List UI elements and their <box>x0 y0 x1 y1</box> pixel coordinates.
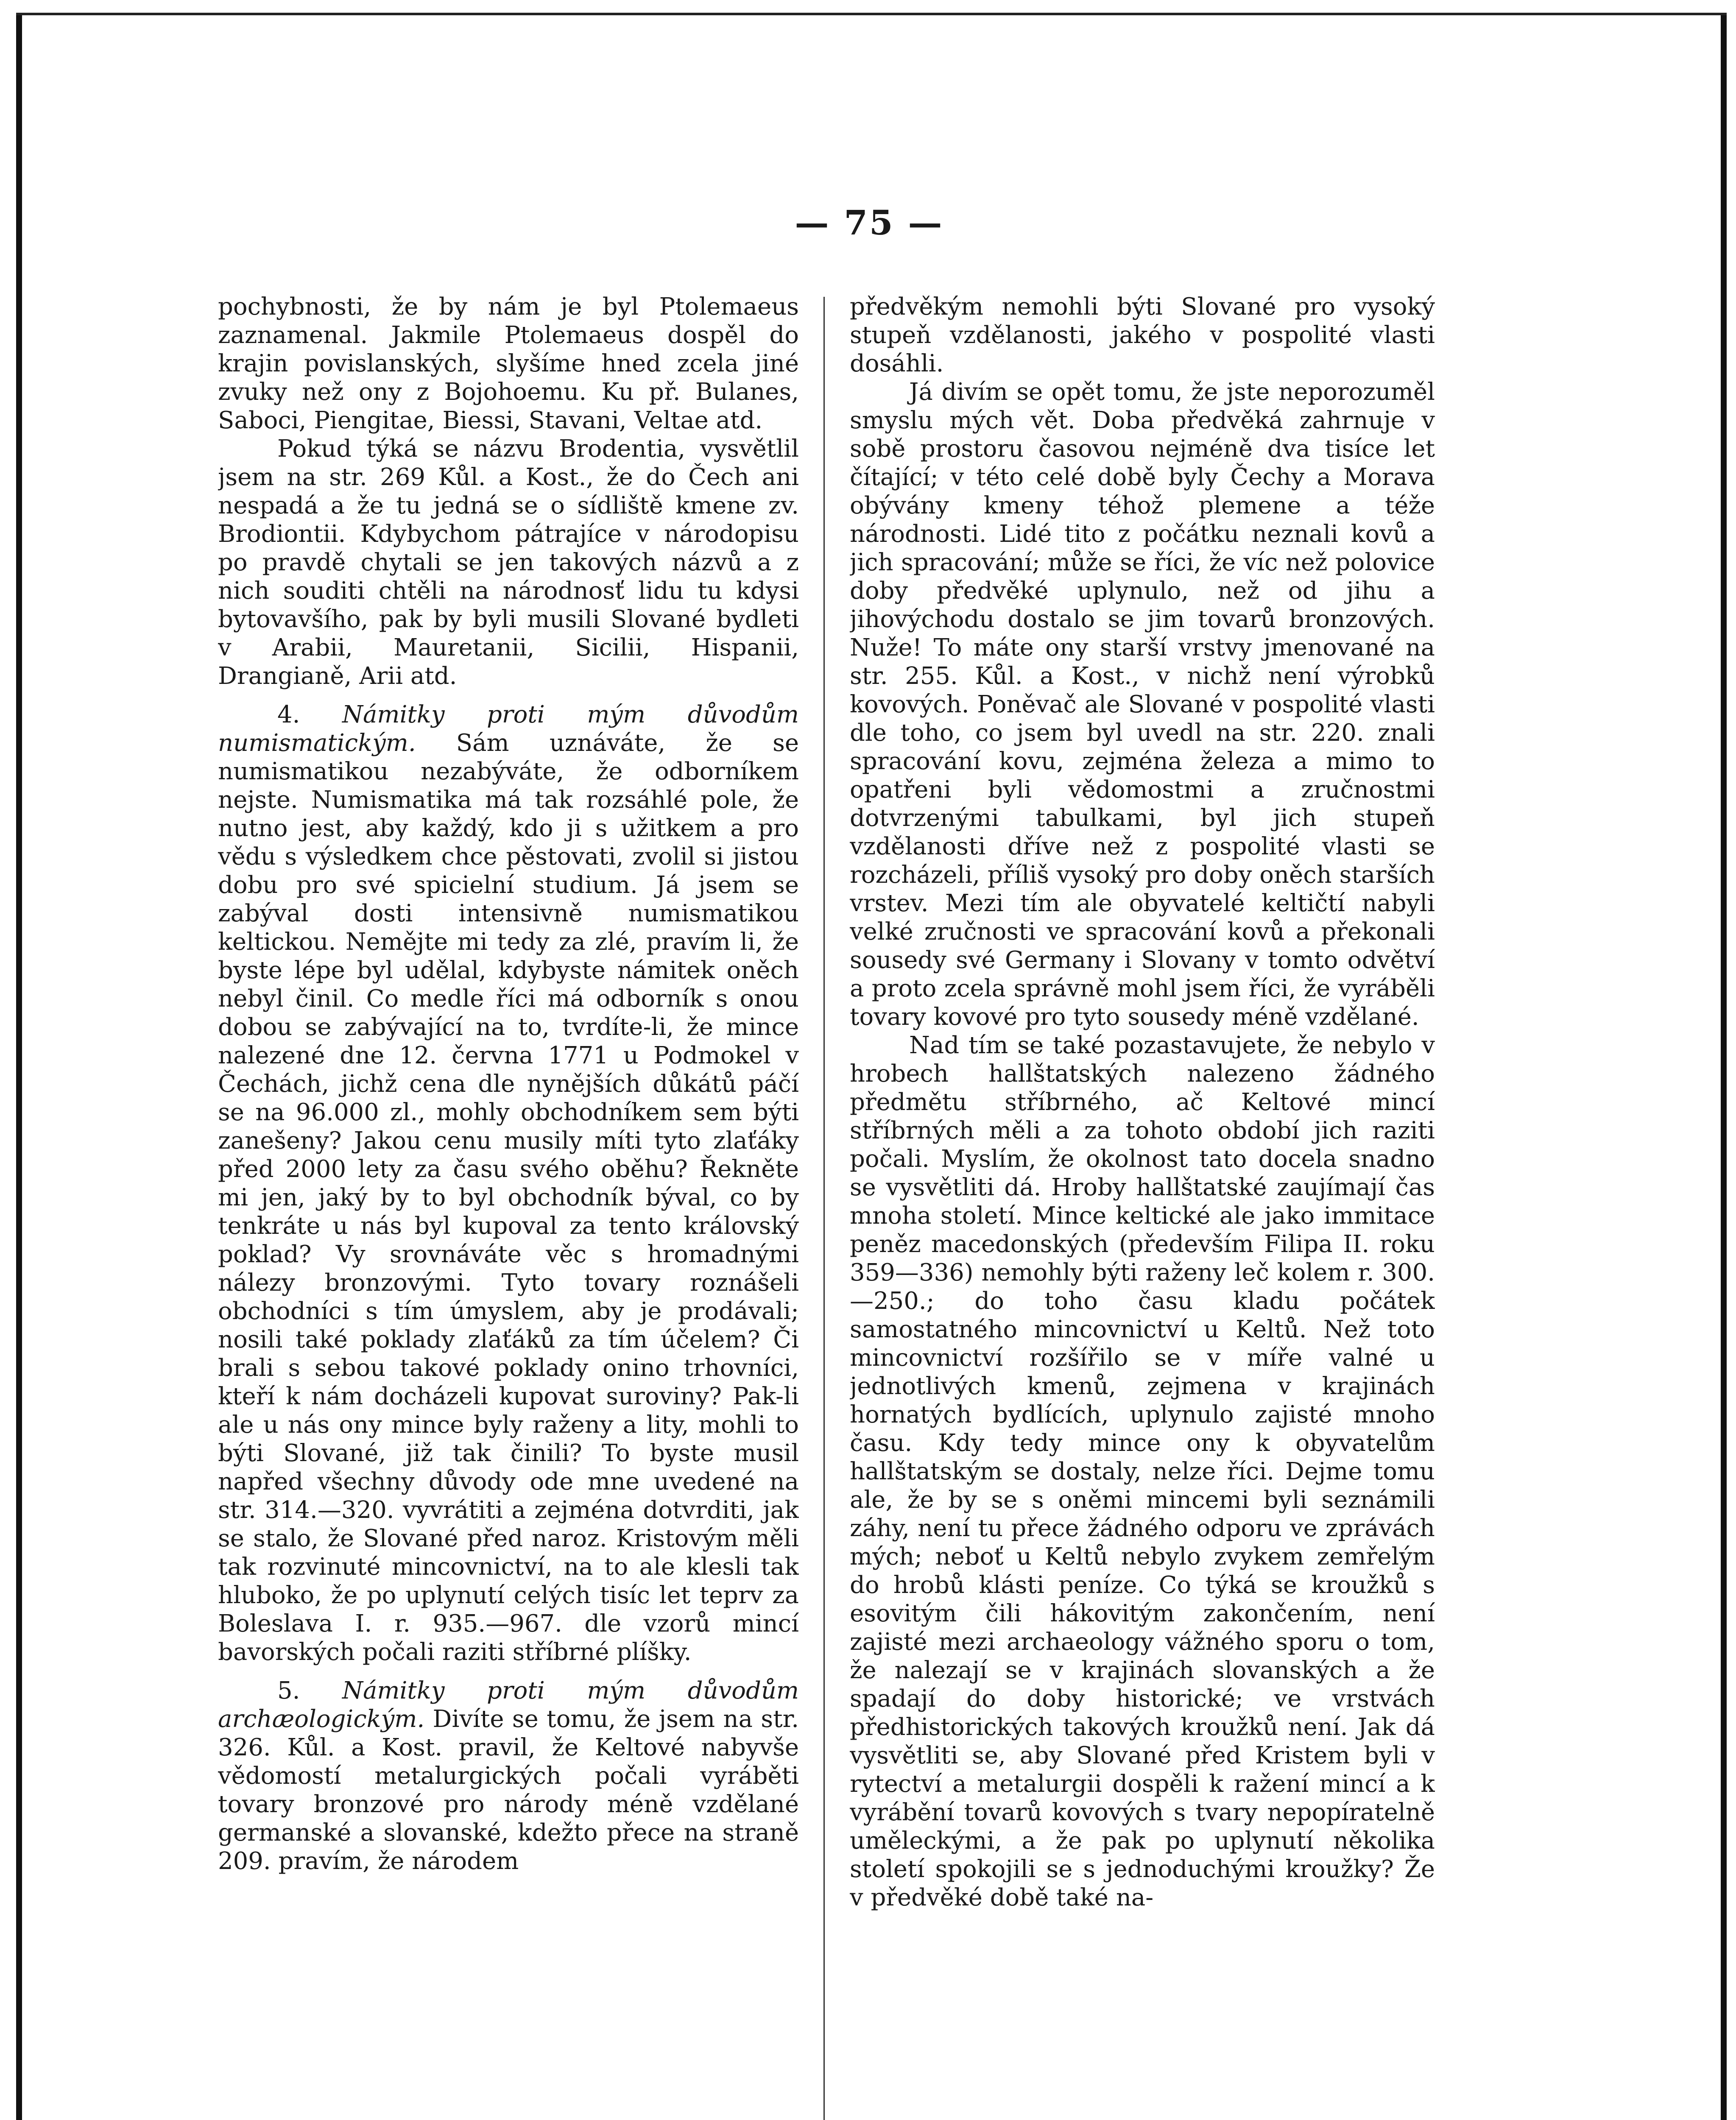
section-4-body: Sám uznáváte, že se numismatikou nezabýváte, že odborníkem nejste. Numismatika má tak rozsáhlé pole, že nutno jest, aby každý, kdo ji s užitkem a pro vědu s výsledkem chce pěstovati, zvolil si jistou dobu pro své spicielní studium. Já jsem se zabýval dosti intensivně numismatikou keltickou. Nemějte mi tedy za zlé, pravím li, že byste lépe byl udělal, kdybyste námitek oněch nebyl činil. Co medle říci má odborník s onou dobou se zabývající na to, tvrdíte-li, že mince nalezené dne 12. června 1771 u Podmokel v Čechách, jichž cena dle nynějších důkátů páčí se na 96.000 zl., mohly obchodníkem sem býti zanešeny? Jakou cenu musily míti tyto zlaťáky před 2000 lety za času svého oběhu? Řekněte mi jen, jaký by to byl obchodník býval, co by tenkráte u nás byl kupoval za tento královský poklad? Vy srovnáváte věc s hromadnými nálezy bronzovými. Tyto tovary roznášeli obchodníci s tím úmyslem, aby je prodávali; nosili také poklady zlaťáků za tím účelem? Či brali s sebou takové poklady onino trhovníci, kteří k nám docházeli kupovat suroviny? Pak-li ale u nás ony mince byly raženy a lity, mohli to býti Slované, již tak činili? To byste musil napřed všechny důvody ode mne uvedené na str. 314.—320. vyvrátiti a zejména dotvrditi, jak se stalo, že Slované před naroz. Kristovým měli tak rozvinuté mincovnictví, na to ale klesli tak hluboko, že po uplynutí celých tisíc let teprv za Boleslava I. r. 935.—967. dle vzorů mincí bavorských počali raziti stříbrné plíšky. <box>218 729 799 1666</box>
right-column <box>850 293 1435 2120</box>
right-paragraph-1: předvěkým nemohli býti Slované pro vysoký stupeň vzdělanosti, jakého v pospolité vlasti dosáhli. <box>850 293 1435 377</box>
scan-border-top <box>16 13 1727 15</box>
section-4-title: Námitky proti mým důvodům numismatickým. <box>218 701 799 757</box>
scan-border-left <box>16 13 22 2120</box>
left-paragraph-2: Pokud týká se názvu Brodentia, vysvětlil jsem na str. 269 Kůl. a Kost., že do Čech ani nespadá a že tu jedná se o sídliště kmene zv. Brodiontii. Kdybychom pátrajíce v národopisu po pravdě chytali se jen takových názvů a z nich souditi chtěli na národnosť lidu tu kdysi bytovavšího, pak by byli musili Slované bydleti v Arabii, Mauretanii, Sicilii, Hispanii, Drangianě, Arii atd. <box>218 435 799 690</box>
left-paragraph-1: pochybnosti, že by nám je byl Ptolemaeus zaznamenal. Jakmile Ptolemaeus dospěl do krajin povislanských, slyšíme hned zcela jiné zvuky než ony z Bojohoemu. Ku př. Bulanes, Saboci, Piengitae, Biessi, Stavani, Veltae atd. <box>218 293 799 434</box>
left-section-4 <box>218 700 799 1666</box>
scan-border-right <box>1721 13 1727 2120</box>
page-number: — 75 — <box>795 203 944 243</box>
section-5-number: 5. <box>277 1677 300 1704</box>
right-paragraph-3: Nad tím se také pozastavujete, že nebylo v hrobech hallštatských nalezeno žádného předmětu stříbrného, ač Keltové mincí stříbrných měli a za tohoto období jich raziti počali. Myslím, že okolnost tato docela snadno se vysvětliti dá. Hroby hallštatské zaujímají čas mnoha století. Mince keltické ale jako immitace peněz macedonských (především Filipa II. roku 359—336) nemohly býti raženy leč kolem r. 300.—250.; do toho času kladu počátek samostatného mincovnictví u Keltů. Než toto mincovnictví rozšířilo se v míře valné u jednotlivých kmenů, zejmena v krajinách hornatých bydlících, uplynulo zajisté mnoho času. Kdy tedy mince ony k obyvatelům hallštatským se dostaly, nelze říci. Dejme tomu ale, že by se s oněmi mincemi byli seznámili záhy, není tu přece žádného odporu ve zprávách mých; neboť u Keltů nebylo zvykem zemřelým do hrobů klásti peníze. Co týká se kroužků s esovitým čili hákovitým zakončením, není zajisté mezi archaeology vážného sporu o tom, že nalezají se v krajinách slovanských a že spadají do doby historické; ve vrstvách předhistorických takových kroužků není. Jak dá vysvětliti se, aby Slované před Kristem byli v rytectví a metalurgii dospěli k ražení mincí a k vyrábění tovarů kovových s tvary nepopíratelně uměleckými, a že pak po uplynutí několika století spokojili se s jednoduchými kroužky? Že v předvěké době také na- <box>850 1032 1435 1911</box>
section-4-number: 4. <box>277 701 300 728</box>
right-paragraph-2: Já divím se opět tomu, že jste neporozuměl smyslu mých vět. Doba předvěká zahrnuje v sobě prostoru časovou nejméně dva tisíce let čítající; v této celé době byly Čechy a Morava obývány kmeny téhož plemene a téže národnosti. Lidé tito z počátku neznali kovů a jich spracování; může se říci, že víc než polovice doby předvěké uplynulo, než od jihu a jihovýchodu dostalo se jim tovarů bronzových. Nuže! To máte ony starší vrstvy jmenované na str. 255. Kůl. a Kost., v nichž není výrobků kovových. Poněvač ale Slované v pospolité vlasti dle toho, co jsem byl uvedl na str. 220. znali spracování kovu, zejména železa a mimo to opatřeni byli vědomostmi a zručnostmi dotvrzenými tabulkami, byl jich stupeň vzdělanosti dříve než z pospolité vlasti se rozcházeli, příliš vysoký pro doby oněch starších vrstev. Mezi tím ale obyvatelé keltičtí nabyli velké zručnosti ve spracování kovů a překonali sousedy své Germany i Slovany v tomto odvětví a proto zcela správně mohl jsem říci, že vyráběli tovary kovové pro tyto sousedy méně vzdělané. <box>850 378 1435 1031</box>
left-section-5 <box>218 1676 799 1875</box>
left-column <box>218 293 799 2120</box>
section-5-title: Námitky proti mým důvodům archæologickým. <box>218 1677 799 1733</box>
column-divider <box>823 297 825 2120</box>
section-5-body: Divíte se tomu, že jsem na str. 326. Kůl. a Kost. pravil, že Keltové nabyvše vědomostí metalurgických počali vyráběti tovary bronzové pro národy méně vzdělané germanské a slovanské, kdežto přece na straně 209. pravím, že národem <box>218 1705 799 1875</box>
